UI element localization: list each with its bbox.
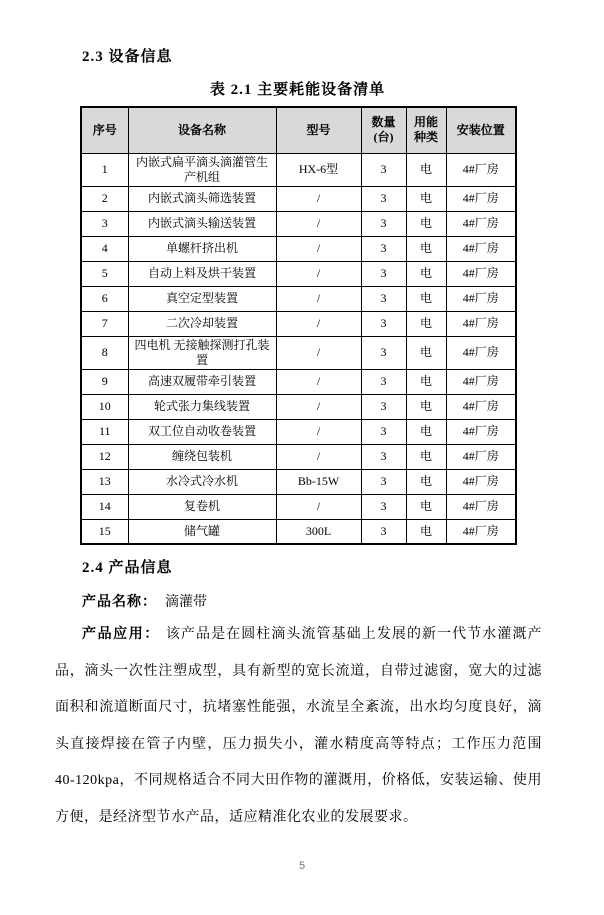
col-header-seq — [81, 107, 128, 153]
cell-qty: 3 — [361, 236, 406, 261]
cell-qty: 3 — [361, 394, 406, 419]
cell-qty: 3 — [361, 211, 406, 236]
cell-model: HX-6型 — [276, 153, 361, 186]
cell-model: 300L — [276, 519, 361, 544]
cell-model: Bb-15W — [276, 469, 361, 494]
cell-energy: 电 — [406, 261, 446, 286]
table-row — [81, 519, 516, 544]
cell-energy: 电 — [406, 286, 446, 311]
product-name-line — [82, 591, 207, 611]
cell-seq: 7 — [81, 311, 128, 336]
cell-model: / — [276, 494, 361, 519]
cell-model: / — [276, 211, 361, 236]
cell-model: / — [276, 311, 361, 336]
cell-location: 4#厂房 — [446, 444, 516, 469]
cell-name: 储气罐 — [128, 519, 276, 544]
cell-name: 内嵌式滴头筛选装置 — [128, 186, 276, 211]
cell-model: / — [276, 336, 361, 369]
cell-energy: 电 — [406, 419, 446, 444]
cell-name: 自动上料及烘干装置 — [128, 261, 276, 286]
cell-name: 内嵌式扁平滴头滴灌管生产机组 — [128, 153, 276, 186]
table-header-row — [81, 107, 516, 153]
cell-energy: 电 — [406, 153, 446, 186]
col-header-energy — [406, 107, 446, 153]
cell-seq: 1 — [81, 153, 128, 186]
table-row — [81, 186, 516, 211]
col-header-model — [276, 107, 361, 153]
table-row — [81, 211, 516, 236]
cell-seq: 4 — [81, 236, 128, 261]
col-header-label: 序号 — [92, 122, 117, 137]
col-header-label: 数量 — [371, 115, 396, 130]
cell-qty: 3 — [361, 153, 406, 186]
table-row — [81, 153, 516, 186]
cell-seq: 5 — [81, 261, 128, 286]
cell-seq: 3 — [81, 211, 128, 236]
cell-energy: 电 — [406, 311, 446, 336]
cell-seq: 12 — [81, 444, 128, 469]
cell-name: 内嵌式滴头输送装置 — [128, 211, 276, 236]
col-header-label: 用能 — [413, 115, 438, 130]
cell-location: 4#厂房 — [446, 236, 516, 261]
table-row — [81, 444, 516, 469]
cell-qty: 3 — [361, 286, 406, 311]
cell-name: 高速双履带牵引装置 — [128, 369, 276, 394]
cell-location: 4#厂房 — [446, 394, 516, 419]
cell-location: 4#厂房 — [446, 519, 516, 544]
cell-seq: 8 — [81, 336, 128, 369]
cell-name: 双工位自动收卷装置 — [128, 419, 276, 444]
cell-seq: 14 — [81, 494, 128, 519]
cell-qty: 3 — [361, 261, 406, 286]
cell-location: 4#厂房 — [446, 153, 516, 186]
cell-model: / — [276, 394, 361, 419]
col-header-label: 种类 — [413, 130, 438, 145]
cell-seq: 9 — [81, 369, 128, 394]
product-application-paragraph — [55, 617, 542, 836]
product-application-text: 该产品是在圆柱滴头流管基础上发展的新一代节水灌溉产品，滴头一次性注塑成型，具有新型的宽长流道，自带过滤窗，宽大的过滤面积和流道断面尺寸，抗堵塞性能强，水流呈全紊流，出水均匀度良好，滴头直接焊接在管子内壁，压力损失小，灌水精度高等特点；工作压力范围 40-120kpa，不同规格适合不同大田作物的灌溉用，价格低，安装运输、使用方便，是经济型节水产品，适应精准化农业的发展要求。 — [55, 627, 543, 825]
table-row — [81, 261, 516, 286]
cell-energy: 电 — [406, 369, 446, 394]
cell-name: 四电机 无接触探测打孔装置 — [128, 336, 276, 369]
cell-qty: 3 — [361, 369, 406, 394]
cell-qty: 3 — [361, 186, 406, 211]
cell-location: 4#厂房 — [446, 494, 516, 519]
col-header-label: 安装位置 — [456, 122, 505, 137]
cell-location: 4#厂房 — [446, 261, 516, 286]
section-heading-product: 2.4 产品信息 — [82, 560, 173, 576]
col-header-label: (台) — [373, 130, 394, 145]
table-caption: 表 2.1 主要耗能设备清单 — [209, 82, 386, 98]
cell-qty: 3 — [361, 336, 406, 369]
product-name-value: 滴灌带 — [165, 595, 207, 610]
cell-name: 单螺杆挤出机 — [128, 236, 276, 261]
col-header-qty — [361, 107, 406, 153]
cell-model: / — [276, 236, 361, 261]
cell-location: 4#厂房 — [446, 211, 516, 236]
cell-qty: 3 — [361, 444, 406, 469]
col-header-location — [446, 107, 516, 153]
cell-name: 轮式张力集线装置 — [128, 394, 276, 419]
cell-name: 真空定型装置 — [128, 286, 276, 311]
cell-energy: 电 — [406, 336, 446, 369]
equipment-table — [80, 106, 517, 545]
cell-seq: 11 — [81, 419, 128, 444]
cell-qty: 3 — [361, 494, 406, 519]
cell-name: 二次冷却装置 — [128, 311, 276, 336]
cell-location: 4#厂房 — [446, 186, 516, 211]
page-number: 5 — [298, 860, 306, 872]
cell-qty: 3 — [361, 469, 406, 494]
cell-qty: 3 — [361, 419, 406, 444]
cell-energy: 电 — [406, 519, 446, 544]
col-header-label: 设备名称 — [177, 122, 226, 137]
cell-energy: 电 — [406, 236, 446, 261]
cell-seq: 2 — [81, 186, 128, 211]
cell-qty: 3 — [361, 311, 406, 336]
cell-energy: 电 — [406, 394, 446, 419]
cell-seq: 6 — [81, 286, 128, 311]
cell-model: / — [276, 444, 361, 469]
cell-location: 4#厂房 — [446, 469, 516, 494]
cell-energy: 电 — [406, 444, 446, 469]
cell-model: / — [276, 369, 361, 394]
cell-name: 水冷式冷水机 — [128, 469, 276, 494]
table-row — [81, 311, 516, 336]
cell-model: / — [276, 261, 361, 286]
col-header-name — [128, 107, 276, 153]
table-row — [81, 369, 516, 394]
table-row — [81, 394, 516, 419]
cell-energy: 电 — [406, 211, 446, 236]
cell-model: / — [276, 419, 361, 444]
cell-energy: 电 — [406, 494, 446, 519]
table-row — [81, 286, 516, 311]
cell-qty: 3 — [361, 519, 406, 544]
cell-location: 4#厂房 — [446, 369, 516, 394]
cell-name: 复卷机 — [128, 494, 276, 519]
table-row — [81, 236, 516, 261]
product-name-label: 产品名称： — [82, 595, 157, 610]
cell-energy: 电 — [406, 469, 446, 494]
table-row — [81, 494, 516, 519]
cell-name: 缠绕包装机 — [128, 444, 276, 469]
cell-seq: 15 — [81, 519, 128, 544]
cell-seq: 13 — [81, 469, 128, 494]
col-header-label: 型号 — [306, 122, 331, 137]
cell-location: 4#厂房 — [446, 286, 516, 311]
cell-location: 4#厂房 — [446, 419, 516, 444]
cell-model: / — [276, 186, 361, 211]
table-row — [81, 419, 516, 444]
cell-location: 4#厂房 — [446, 336, 516, 369]
cell-energy: 电 — [406, 186, 446, 211]
section-heading-equipment: 2.3 设备信息 — [82, 49, 173, 65]
table-row — [81, 469, 516, 494]
cell-location: 4#厂房 — [446, 311, 516, 336]
table-row — [81, 336, 516, 369]
cell-seq: 10 — [81, 394, 128, 419]
cell-model: / — [276, 286, 361, 311]
product-application-label: 产品应用： — [82, 627, 160, 642]
